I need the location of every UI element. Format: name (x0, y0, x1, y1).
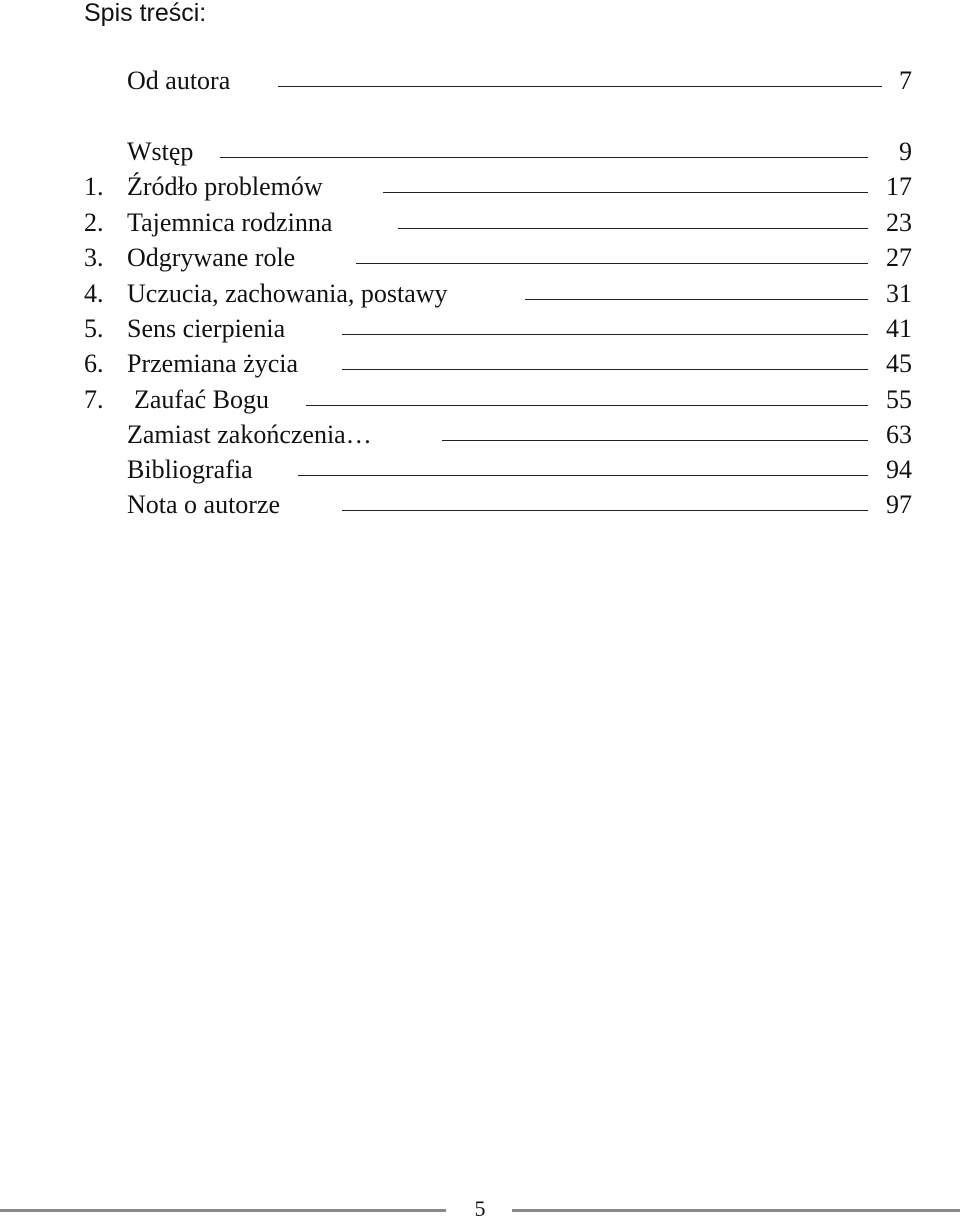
toc-entry-page: 63 (886, 420, 912, 449)
toc-entry-title: Nota o autorze (127, 490, 281, 519)
toc-entry (0, 382, 960, 418)
toc-leader-line (298, 475, 868, 476)
toc-leader-line (356, 263, 868, 264)
toc-entry-page: 17 (886, 172, 912, 201)
toc-leader-line (525, 299, 868, 300)
toc-entry-title: Wstęp (127, 137, 194, 166)
toc-entry-page: 9 (899, 137, 912, 166)
toc-entry-title: Tajemnica rodzinna (127, 208, 333, 237)
toc-heading: Spis treści: (84, 0, 207, 27)
toc-leader-line (342, 369, 868, 370)
toc-entry-page: 97 (886, 490, 912, 519)
toc-entry (0, 452, 960, 488)
toc-entry-number: 5. (84, 314, 104, 343)
toc-leader-line (342, 510, 868, 511)
toc-entry-title: Zamiast zakończenia… (127, 420, 372, 449)
toc-entry-title: Od autora (127, 66, 231, 95)
toc-entry-title: Sens cierpienia (127, 314, 286, 343)
toc-entry-page: 31 (886, 279, 912, 308)
toc-entry-page: 23 (886, 208, 912, 237)
toc-leader-line (442, 440, 868, 441)
footer-rule-left (0, 1209, 446, 1212)
toc-entry (0, 417, 960, 453)
toc-entry (0, 346, 960, 382)
toc-entry-number: 4. (84, 279, 104, 308)
toc-entry-number: 6. (84, 349, 104, 378)
toc-entry-title: Odgrywane role (127, 243, 296, 272)
page-number: 5 (474, 1196, 486, 1221)
toc-leader-line (306, 405, 868, 406)
toc-leader-line (383, 192, 868, 193)
toc-entry (0, 205, 960, 241)
toc-entry (0, 311, 960, 347)
toc-entry (0, 134, 960, 170)
toc-entry (0, 487, 960, 523)
toc-entry-number: 3. (84, 243, 104, 272)
toc-entry-title: Uczucia, zachowania, postawy (127, 279, 448, 308)
toc-leader-line (220, 157, 868, 158)
toc-entry-title: Źródło problemów (127, 172, 323, 201)
toc-entry-page: 94 (886, 455, 912, 484)
toc-entry-page: 45 (886, 349, 912, 378)
toc-entry (0, 169, 960, 205)
toc-entry-number: 2. (84, 208, 104, 237)
toc-entry-title: Bibliografia (127, 455, 253, 484)
toc-entry-page: 41 (886, 314, 912, 343)
toc-entry-page: 27 (886, 243, 912, 272)
toc-entry (0, 63, 960, 99)
toc-entry-title: Przemiana życia (127, 349, 299, 378)
toc-entry-number: 7. (84, 385, 104, 414)
toc-entry-page: 7 (899, 66, 912, 95)
toc-leader-line (278, 86, 882, 87)
toc-entry-page: 55 (886, 385, 912, 414)
toc-entry-number: 1. (84, 172, 104, 201)
toc-leader-line (342, 334, 868, 335)
footer-rule-right (512, 1209, 960, 1212)
toc-entry-title: Zaufać Bogu (134, 385, 270, 414)
toc-entry (0, 240, 960, 276)
toc-entry (0, 276, 960, 312)
toc-leader-line (398, 228, 868, 229)
